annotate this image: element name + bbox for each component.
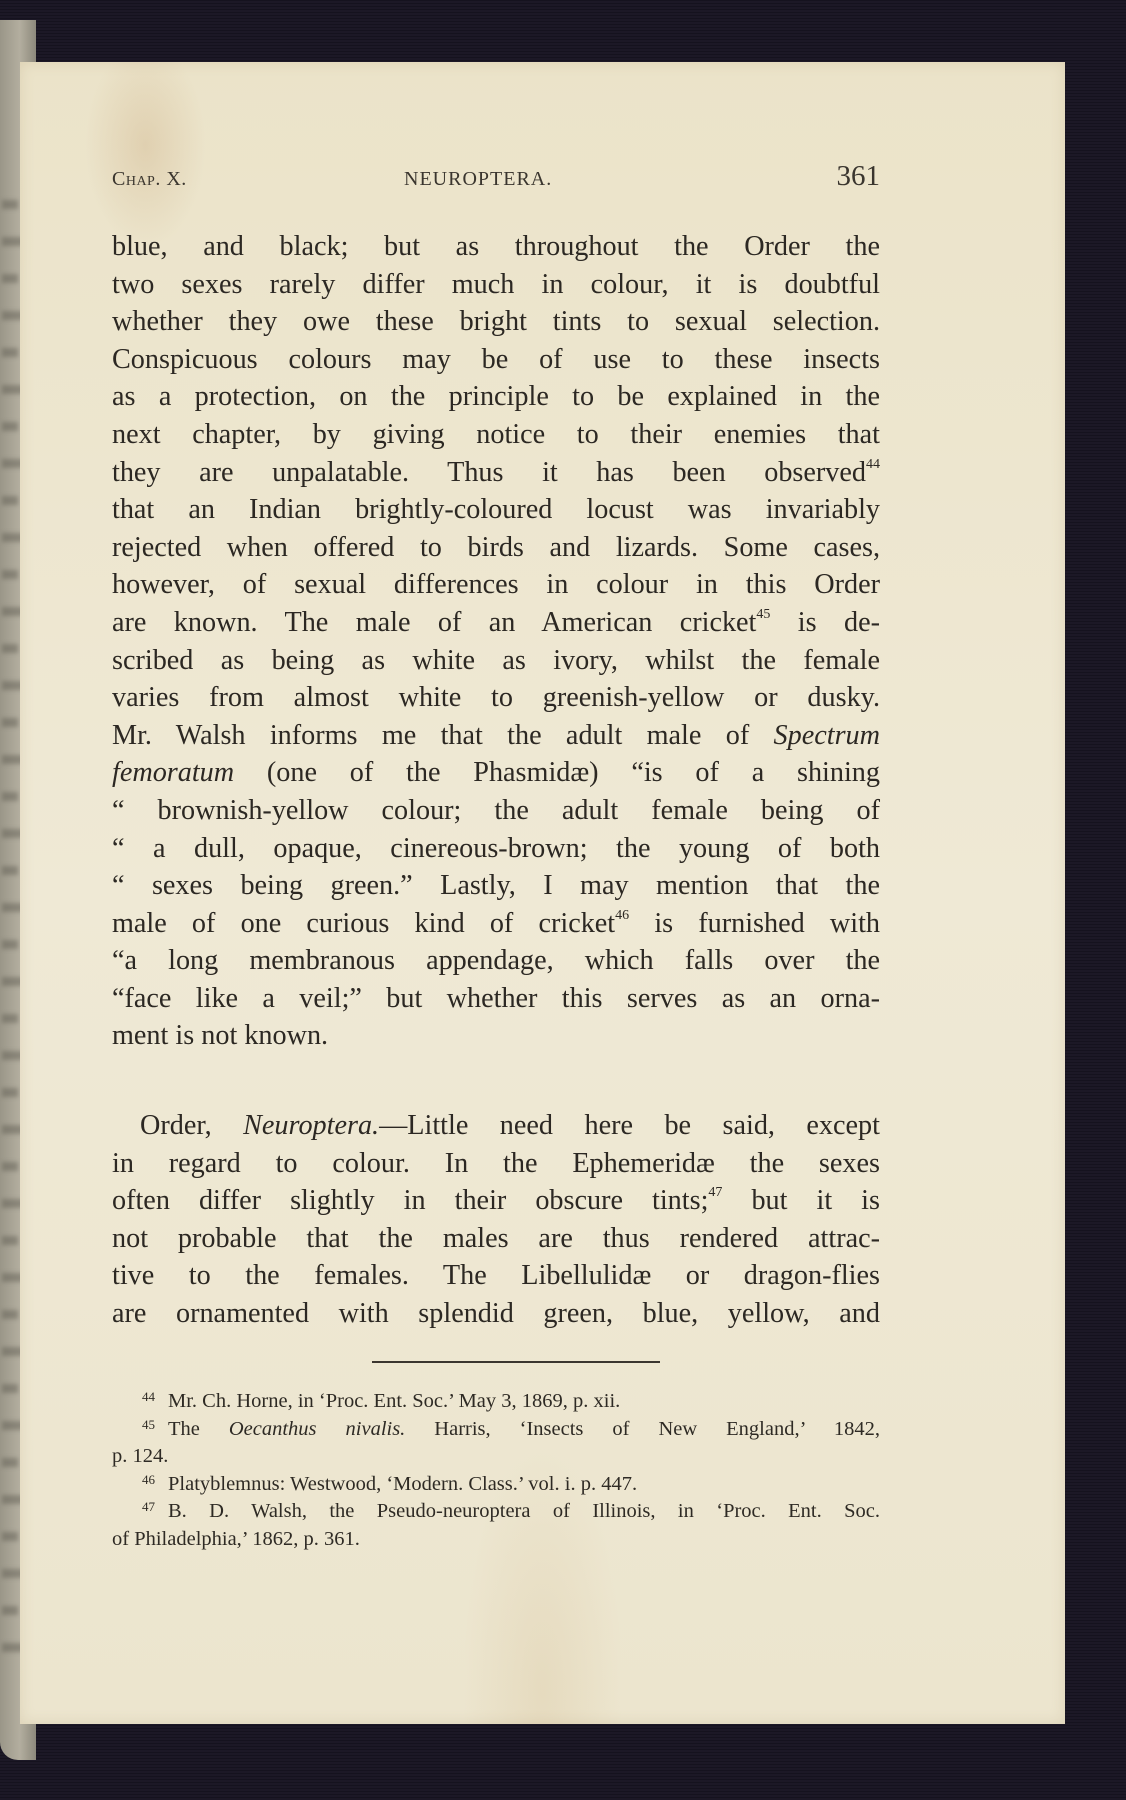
text-line [112, 1182, 880, 1220]
footnote-text: The [168, 1417, 229, 1440]
text-line: however, of sexual differences in colour in this Order [112, 569, 880, 601]
text-line: that an Indian brightly-coloured locust was invariably [112, 494, 880, 526]
running-header [112, 160, 880, 196]
footnote-text: Platyblemnus: Westwood, ‘Modern. Class.’ vol. i. p. 447. [168, 1472, 638, 1495]
species-name: Oecanthus nivalis. [228, 1417, 406, 1440]
chapter-label: Chap. X. [112, 168, 187, 190]
text-line: “ brownish-yellow colour; the adult female being of [112, 794, 880, 826]
text-line: are ornamented with splendid green, blue, yellow, and [112, 1298, 880, 1330]
line-text: (one of the Phasmidæ) “is of a shining [234, 757, 880, 789]
text-line: whether they owe these bright tints to sexual selection. [112, 306, 880, 338]
text-line: “a long membranous appendage, which falls over the [112, 945, 880, 977]
footnote-46 [112, 1471, 880, 1499]
text-line: Conspicuous colours may be of use to these insects [112, 343, 880, 375]
text-line [112, 454, 880, 492]
blurred-text-ghost [2, 1384, 18, 1393]
blurred-text-ghost [2, 792, 18, 801]
text-line: varies from almost white to greenish-yellow or dusky. [112, 682, 880, 714]
line-text: is de- [770, 606, 880, 638]
species-name: Spectrum [773, 719, 880, 751]
footnote-44 [112, 1388, 880, 1416]
footnote-number: 44 [142, 1389, 155, 1404]
line-text: they are unpalatable. Thus it has been observed [112, 456, 866, 488]
blurred-text-ghost [2, 1236, 18, 1245]
footnote-ref-45[interactable]: 45 [756, 606, 771, 622]
blurred-text-ghost [2, 1162, 18, 1171]
blurred-text-ghost [2, 1014, 18, 1023]
footnote-text: Mr. Ch. Horne, in ‘Proc. Ent. Soc.’ May 3, 1869, p. xii. [168, 1390, 621, 1412]
blurred-text-ghost [2, 1606, 18, 1615]
blurred-text-ghost [2, 496, 18, 505]
footnote-45 [112, 1416, 880, 1444]
text-line: two sexes rarely differ much in colour, it is doubtful [112, 268, 880, 300]
footnote-separator [372, 1361, 660, 1363]
blurred-text-ghost [2, 940, 18, 949]
text-line [112, 604, 880, 642]
text-line: “face like a veil;” but whether this serves as an orna- [112, 982, 880, 1014]
line-text: is furnished with [629, 907, 880, 939]
species-name: femoratum [112, 757, 235, 789]
blurred-text-ghost [2, 1532, 18, 1541]
line-text: but it is [722, 1185, 880, 1217]
footnote-number: 45 [142, 1416, 155, 1432]
body-text [112, 228, 880, 1333]
text-line: not probable that the males are thus rendered attrac- [112, 1222, 880, 1254]
blurred-text-ghost [2, 348, 18, 357]
line-text: Mr. Walsh informs me that the adult male of [112, 719, 774, 751]
line-text: are known. The male of an American cricket [112, 606, 757, 638]
footnote-text: B. D. Walsh, the Pseudo-neuroptera of Illinois, in ‘Proc. Ent. Soc. [168, 1500, 880, 1522]
blurred-text-ghost [2, 200, 18, 209]
text-line: blue, and black; but as throughout the Order the [112, 231, 880, 262]
text-line: rejected when offered to birds and lizards. Some cases, [112, 531, 880, 563]
blurred-text-ghost [2, 1088, 18, 1097]
text-line: tive to the females. The Libellulidæ or dragon-flies [112, 1260, 880, 1292]
blurred-text-ghost [2, 866, 18, 875]
footnote-47 [112, 1498, 880, 1526]
blurred-text-ghost [2, 422, 18, 431]
footnote-ref-47[interactable]: 47 [708, 1185, 723, 1201]
text-line: “ sexes being green.” Lastly, I may mention that the [112, 870, 880, 902]
text-line [112, 1107, 880, 1145]
text-line: ment is not known. [112, 1020, 329, 1052]
line-text: —Little need here be said, except [379, 1110, 880, 1142]
footnote-ref-46[interactable]: 46 [615, 907, 630, 923]
blurred-text-ghost [2, 1458, 18, 1467]
text-line [112, 754, 880, 792]
text-line [112, 905, 880, 943]
footnote-ref-44[interactable]: 44 [866, 456, 880, 472]
line-text: often differ slightly in their obscure tints; [112, 1185, 709, 1217]
footnote-number: 47 [142, 1499, 155, 1514]
running-title: NEUROPTERA. [404, 168, 553, 190]
blurred-text-ghost [2, 644, 18, 653]
footnote-number: 46 [142, 1471, 155, 1487]
blurred-text-ghost [2, 274, 18, 283]
blurred-text-ghost [2, 718, 18, 727]
line-text: Order, [140, 1110, 244, 1142]
blurred-text-ghost [2, 1310, 18, 1319]
page-number: 361 [836, 160, 880, 192]
footnote-text: Harris, ‘Insects of New England,’ 1842, [405, 1417, 880, 1440]
line-text: male of one curious kind of cricket [112, 907, 616, 939]
text-line: next chapter, by giving notice to their enemies that [112, 418, 880, 450]
text-line: as a protection, on the principle to be explained in the [112, 381, 880, 413]
footnote-47-continued: of Philadelphia,’ 1862, p. 361. [112, 1527, 360, 1550]
text-line [112, 717, 880, 755]
order-name: Neuroptera. [243, 1110, 380, 1142]
blurred-text-ghost [2, 570, 18, 579]
footnote-45-continued: p. 124. [112, 1445, 169, 1467]
footnotes [112, 1388, 880, 1553]
text-line: scribed as being as white as ivory, whilst the female [112, 644, 880, 676]
text-line: “ a dull, opaque, cinereous-brown; the young of both [112, 832, 880, 864]
paragraph-gap [112, 1055, 880, 1107]
text-line: in regard to colour. In the Ephemeridæ the sexes [112, 1147, 880, 1179]
